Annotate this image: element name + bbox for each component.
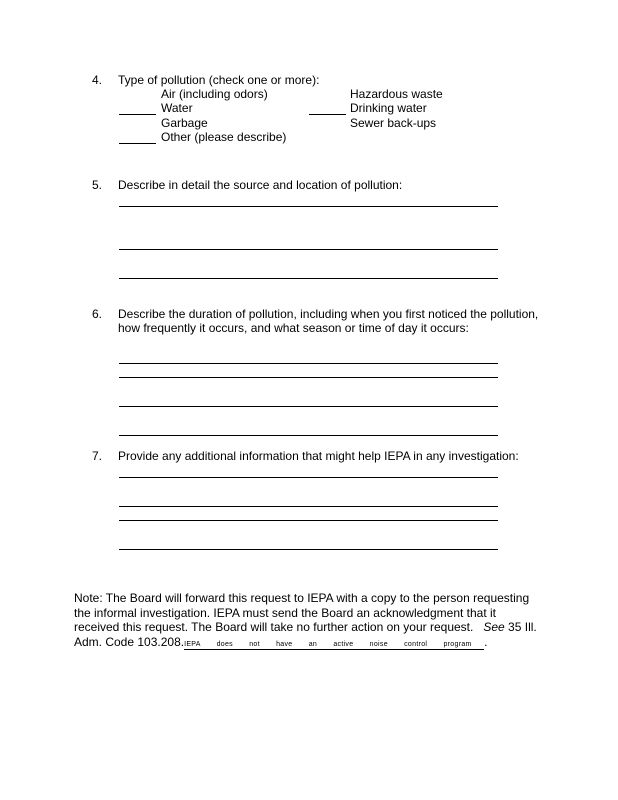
- q4-water-blank[interactable]: [119, 114, 156, 115]
- q5-answer-line[interactable]: [119, 249, 498, 250]
- q4-option-air: Air (including odors): [161, 87, 268, 101]
- q6-prompt-line1: Describe the duration of pollution, including when you first noticed the pollution,: [118, 307, 539, 321]
- note-period: .: [484, 634, 488, 649]
- q6-number: 6.: [92, 307, 103, 321]
- q4-option-garbage: Garbage: [161, 116, 208, 130]
- q4-number: 4.: [92, 73, 103, 87]
- q7-answer-line[interactable]: [119, 520, 498, 521]
- iepa-noise-statement: IEPA does not have an active noise control program: [184, 640, 484, 650]
- q4-option-water: Water: [161, 101, 193, 115]
- q5-number: 5.: [92, 178, 103, 192]
- q6-answer-line[interactable]: [119, 435, 498, 436]
- q6-answer-line[interactable]: [119, 377, 498, 378]
- q4-option-other: Other (please describe): [161, 130, 287, 144]
- note-see: See: [483, 620, 505, 634]
- q6-answer-line[interactable]: [119, 406, 498, 407]
- q4-drinking-water-blank[interactable]: [309, 114, 346, 115]
- q7-number: 7.: [92, 449, 103, 463]
- note-paragraph: [74, 591, 544, 650]
- note-citation: 35 Ill. Adm. Code 103.208.: [74, 620, 537, 649]
- q5-prompt: Describe in detail the source and location of pollution:: [118, 178, 403, 192]
- q4-option-drinking-water: Drinking water: [350, 101, 427, 115]
- q4-option-hazardous-waste: Hazardous waste: [350, 87, 443, 101]
- q5-answer-line[interactable]: [119, 278, 498, 279]
- q7-prompt: Provide any additional information that might help IEPA in any investigation:: [118, 449, 519, 463]
- q4-prompt: Type of pollution (check one or more):: [118, 73, 320, 87]
- q4-other-blank[interactable]: [119, 143, 156, 144]
- q6-answer-line[interactable]: [119, 363, 498, 364]
- q5-answer-line[interactable]: [119, 206, 498, 207]
- note-text: Note: The Board will forward this request to IEPA with a copy to the person requesting the informal investigation. IEPA must send the Board an acknowledgment that it received this request. The Board will take no further action on your request.: [74, 591, 530, 634]
- q7-answer-line[interactable]: [119, 506, 498, 507]
- q6-prompt-line2: how frequently it occurs, and what season or time of day it occurs:: [118, 321, 469, 335]
- q7-answer-line[interactable]: [119, 549, 498, 550]
- q4-option-sewer-backups: Sewer back-ups: [350, 116, 437, 130]
- q7-answer-line[interactable]: [119, 477, 498, 478]
